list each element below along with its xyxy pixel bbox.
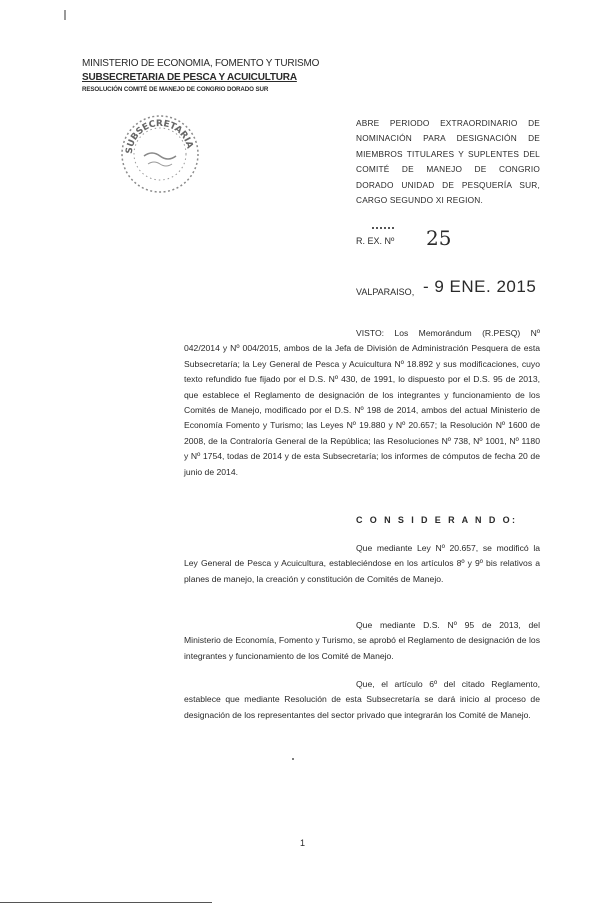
resolution-number-label: R. EX. Nº (356, 236, 395, 246)
resolution-number: 25 (426, 226, 452, 250)
considerando-paragraph-1 (184, 541, 540, 587)
considerando-paragraph-2 (184, 618, 540, 664)
considerando-lead: Que mediante D.S. Nº 95 de 2013, del (356, 620, 540, 630)
page-number: 1 (300, 838, 306, 848)
official-seal-stamp (118, 112, 202, 196)
considerando-paragraph-3 (184, 677, 540, 723)
considerando-lead: Que mediante Ley Nº 20.657, se (356, 543, 492, 553)
ministry-name: MINISTERIO DE ECONOMIA, FOMENTO Y TURISMO (82, 58, 320, 69)
visto-lead: VISTO: (356, 328, 385, 338)
seal-text: SUBSECRETARIA (124, 118, 195, 155)
stray-mark (292, 758, 294, 760)
resolution-title: ABRE PERIODO EXTRAORDINARIO DE NOMINACIÓN PARA DESIGNACIÓN DE MIEMBROS TITULARES Y SUPLENTES DEL COMITÉ DE MANEJO DE CONGRIO DORADO UNIDAD DE PESQUERÍA SUR, CARGO SEGUNDO XI REGION. (356, 118, 540, 206)
considerando-text: modificó la Ley General de Pesca y Acuicultura, estableciéndose en los artículos 8º y 9º bis relativos a planes de manejo, la creación y constitución de Comités de Manejo. (184, 543, 541, 584)
city: VALPARAISO, (356, 287, 415, 297)
considerando-lead: Que, el artículo 6º del citado (356, 679, 485, 689)
visto-paragraph (184, 326, 540, 480)
considerando-text: Reglamento, establece que mediante Resolución de esta Subsecretaría se dará inicio al proceso de designación de los representantes del sector privado que integrarán los Comité de Manejo. (184, 679, 540, 720)
visto-text: Los Memorándum (R.PESQ) Nº 042/2014 y Nº 004/2015, ambos de la Jefa de División de Administración Pesquera de esta Subsecretaría; la Ley General de Pesca y Acuicultura Nº 18.892 y sus modificaciones, cuyo texto refundido fue fijado por el D.S. Nº 430, de 1991, lo dispuesto por el D.S. 95 de 2013, que establece el Reglamento de designación de los integrantes y funcionamiento de los Comités de Manejo, modificado por el D.S. Nº 198 de 2014, ambos del actual Ministerio de Economía Fomento y Turismo; las Leyes Nº 19.880 y Nº 20.657; la Resolución Nº 1600 de 2008, de la Contraloría General de la República; las Resoluciones Nº 738, Nº 1001, Nº 1180 y Nº 1754, todas de 2014 y de esta Subsecretaría; los informes de cómputos de fecha 20 de junio de 2014. (184, 328, 540, 477)
footer-rule (0, 902, 212, 903)
considerando-text: Ministerio de Economía, Fomento y Turismo, se aprobó el Reglamento de designación de los integrantes y funcionamiento de los Comité de Manejo. (184, 635, 540, 661)
subsecretaria-name: SUBSECRETARIA DE PESCA Y ACUICULTURA (82, 72, 297, 83)
date-stamp: - 9 ENE. 2015 (423, 277, 537, 296)
resolution-unit: RESOLUCIÓN COMITÉ DE MANEJO DE CONGRIO DORADO SUR (82, 86, 269, 93)
number-stroke-mark (372, 227, 394, 231)
scan-mark (64, 10, 66, 20)
considerando-heading: C O N S I D E R A N D O: (356, 515, 518, 525)
svg-text:SUBSECRETARIA (125, 119, 195, 154)
